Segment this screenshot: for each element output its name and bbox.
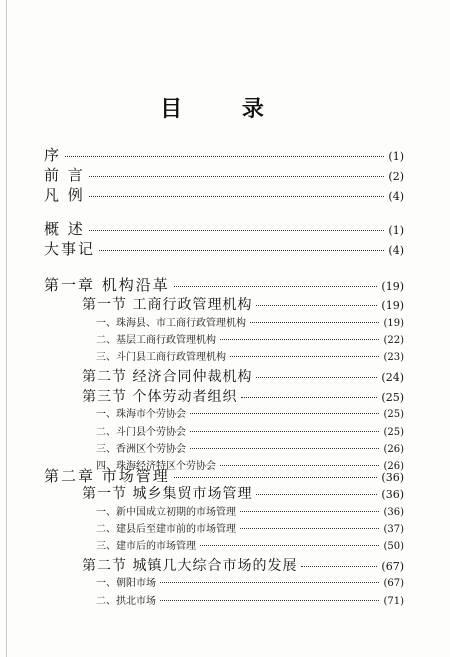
entry-label: 四、珠海经济特区个劳协会 [96, 461, 216, 472]
toc-subsection-entry [96, 331, 404, 346]
entry-page-number: (36) [381, 488, 404, 501]
entry-label: 第一节 城乡集贸市场管理 [82, 486, 253, 502]
leader-dots [190, 413, 379, 414]
leader-dots [174, 477, 378, 478]
entry-page-number: (19) [381, 299, 404, 312]
leader-dots [230, 356, 379, 357]
entry-label: 一、珠海县、市工商行政管理机构 [96, 318, 246, 329]
entry-page-number: (4) [388, 190, 404, 203]
entry-page-number: (2) [388, 170, 404, 183]
entry-label: 凡 例 [44, 186, 85, 204]
leader-dots [160, 582, 379, 583]
entry-page-number: (50) [383, 541, 404, 552]
toc-top-entry [44, 164, 404, 185]
entry-label: 第一节 工商行政管理机构 [82, 297, 253, 313]
leader-dots [256, 494, 377, 495]
entry-label: 第二节 经济合同仲裁机构 [82, 369, 253, 385]
entry-page-number: (25) [383, 427, 404, 438]
entry-page-number: (26) [383, 444, 404, 455]
toc-top-entry [44, 184, 404, 205]
entry-label: 一、朝阳市场 [96, 578, 156, 589]
entry-label: 二、斗门县个劳协会 [96, 427, 186, 438]
entry-page-number: (24) [381, 371, 404, 384]
leader-dots [200, 545, 379, 546]
toc-section-entry [82, 483, 404, 503]
entry-label: 三、香洲区个劳协会 [96, 444, 186, 455]
entry-label: 第三节 个体劳动者组织 [82, 389, 238, 405]
leader-dots [174, 286, 378, 287]
entry-label: 第二节 城镇几大综合市场的发展 [82, 558, 298, 574]
toc-top-entry [44, 218, 404, 239]
toc-subsection-entry [96, 405, 404, 420]
toc-subsection-entry [96, 520, 404, 535]
toc-subsection-entry [96, 537, 404, 552]
toc-section-entry [82, 294, 404, 314]
entry-page-number: (25) [381, 391, 404, 404]
leader-dots [160, 600, 379, 601]
entry-label: 一、珠海市个劳协会 [96, 409, 186, 420]
leader-dots [301, 566, 377, 567]
toc-section-entry [82, 555, 404, 575]
entry-label: 三、斗门县工商行政管理机构 [96, 352, 226, 363]
entry-page-number: (4) [388, 244, 404, 257]
entry-page-number: (67) [381, 560, 404, 573]
entry-page-number: (19) [381, 280, 404, 293]
toc-top-entry [44, 238, 404, 259]
leader-dots [220, 339, 379, 340]
entry-page-number: (1) [388, 224, 404, 237]
entry-page-number: (1) [388, 150, 404, 163]
entry-page-number: (22) [383, 335, 404, 346]
leader-dots [250, 322, 379, 323]
entry-page-number: (37) [383, 524, 404, 535]
entry-page-number: (23) [383, 352, 404, 363]
leader-dots [190, 431, 379, 432]
leader-dots [89, 176, 385, 177]
entry-label: 大事记 [44, 240, 96, 258]
toc-subsection-entry [96, 440, 404, 455]
entry-label: 概 述 [44, 220, 85, 238]
entry-page-number: (71) [383, 596, 404, 607]
leader-dots [240, 511, 379, 512]
leader-dots [65, 156, 384, 157]
toc-subsection-entry [96, 592, 404, 607]
leader-dots [89, 230, 385, 231]
toc-section-entry [82, 366, 404, 386]
entry-page-number: (25) [383, 409, 404, 420]
leader-dots [256, 305, 377, 306]
toc-subsection-entry [96, 503, 404, 518]
entry-label: 二、基层工商行政管理机构 [96, 335, 216, 346]
leader-dots [241, 397, 377, 398]
toc-subsection-entry [96, 423, 404, 438]
entry-label: 前 言 [44, 166, 85, 184]
entry-page-number: (67) [383, 578, 404, 589]
entry-page-number: (26) [383, 461, 404, 472]
entry-label: 二、拱北市场 [96, 596, 156, 607]
leader-dots [256, 377, 377, 378]
entry-label: 序 [44, 146, 62, 164]
toc-top-entry [44, 274, 404, 295]
entry-label: 一、新中国成立初期的市场管理 [96, 507, 236, 518]
entry-label: 第二章 市场管理 [44, 467, 170, 485]
page-title: 目 录 [160, 97, 290, 122]
entry-label: 二、建县后至建市前的市场管理 [96, 524, 236, 535]
leader-dots [240, 528, 379, 529]
entry-page-number: (19) [383, 318, 404, 329]
toc-top-entry [44, 144, 404, 165]
entry-page-number: (36) [383, 507, 404, 518]
toc-subsection-entry [96, 574, 404, 589]
entry-label: 第一章 机构沿革 [44, 276, 170, 294]
toc-section-entry [82, 386, 404, 406]
leader-dots [99, 250, 384, 251]
entry-label: 三、建市后的市场管理 [96, 541, 196, 552]
leader-dots [190, 448, 379, 449]
leader-dots [89, 196, 385, 197]
toc-subsection-entry [96, 348, 404, 363]
toc-subsection-entry [96, 314, 404, 329]
entry-page-number: (36) [381, 471, 404, 484]
